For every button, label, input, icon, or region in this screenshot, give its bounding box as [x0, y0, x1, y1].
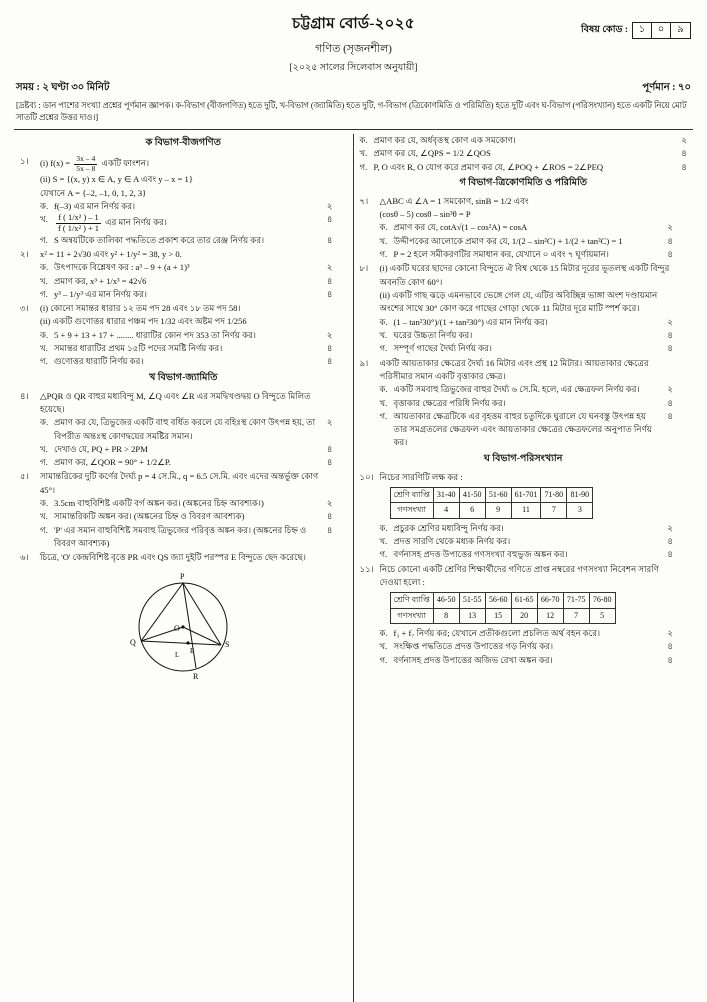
question-10b-marks: ৪ — [667, 536, 673, 547]
question-9c-label: গ. — [379, 410, 388, 421]
figure-label-S: S — [225, 639, 230, 649]
question-5a-marks: ২ — [326, 498, 333, 509]
question-4c — [40, 456, 333, 469]
question-4b-text: দেখাও যে, PQ + PR > 2PM — [54, 443, 148, 454]
question-4b-marks: ৪ — [326, 443, 333, 454]
freq-cell-1: 4 — [433, 503, 459, 518]
question-3 — [20, 302, 347, 369]
question-3c — [40, 355, 333, 368]
question-6b — [360, 147, 688, 160]
question-5b-marks: ৪ — [326, 511, 333, 522]
header-divider — [14, 129, 693, 130]
question-8b-marks: ৪ — [667, 329, 673, 340]
question-11c — [380, 654, 674, 667]
freq-cell-2: 6 — [459, 503, 485, 518]
exam-full-marks: পূর্ণমান : ৭০ — [642, 82, 691, 93]
question-5c-text: 'P' এর সমান বাহুবিশিষ্ট সমবাহু ত্রিভুজের পরিবৃত্ত অঙ্কন কর। (অঙ্কনের চিহ্ন ও বিবরণ আবশ্যক) — [54, 524, 307, 548]
question-5b-text: সামান্তরিকটি অঙ্কন কর। (অঙ্কনের চিহ্ন ও বিবরণ আবশ্যক) — [54, 511, 245, 522]
q1-fraction — [74, 155, 97, 173]
question-4 — [20, 390, 347, 470]
question-6a-label: ক. — [359, 135, 368, 146]
question-2 — [20, 248, 347, 301]
row-header-frequency: গণসংখ্যা — [390, 503, 433, 518]
question-7 — [360, 195, 688, 262]
subject-code-box — [581, 22, 691, 39]
question-3b-text: সমান্তর ধারাটির প্রথম ১৫টি পদের সমষ্টি নির্ণয় কর। — [54, 343, 223, 354]
question-4c-label: গ. — [40, 457, 48, 468]
class-cell-3: 51-60 — [485, 487, 511, 502]
question-11b — [380, 640, 674, 653]
question-6a-text: প্রমাণ কর যে, অর্ধবৃত্তস্থ কোণ এক সমকোণ। — [373, 135, 516, 146]
question-3b — [40, 342, 333, 355]
question-1a-label: ক. — [40, 200, 49, 211]
circle-chords-figure — [108, 569, 258, 681]
question-2c-text: y³ – 1/y³ এর মান নির্ণয় কর। — [54, 288, 147, 299]
row-header-class: শ্রেণি ব্যাপ্তি — [390, 593, 433, 608]
question-7-number: ৭। — [359, 195, 369, 206]
question-9c-marks: ৪ — [667, 410, 673, 421]
question-9b — [380, 397, 674, 410]
question-1b — [40, 213, 333, 233]
class-cell-5: 71-80 — [541, 487, 567, 502]
question-11c-label: গ. — [379, 654, 388, 665]
question-6c-marks: ৪ — [681, 161, 687, 172]
subject-code-label: বিষয় কোড : — [580, 25, 628, 35]
question-2a — [40, 261, 333, 274]
question-6c-label: গ. — [359, 161, 368, 172]
question-7b-text: উদ্দীপকের আলোকে প্রমাণ কর যে, 1/(2 – sin²C) + 1/(2 + tan²C) = 1 — [393, 235, 623, 246]
question-10b — [380, 535, 674, 548]
question-1-stem-1 — [40, 155, 333, 173]
code-digit-3: ৯ — [677, 24, 684, 35]
question-1c-marks: ৪ — [326, 234, 333, 245]
question-11a-label: ক. — [379, 628, 388, 639]
exam-instructions: [দ্রষ্টব্য : ডান পাশের সংখ্যা প্রশ্নের পূর্ণমান জ্ঞাপক। ক-বিভাগ (বীজগণিত) হতে দুটি, খ-বিভাগ (জ্যামিতি) হতে দুটি, গ-বিভাগ (ত্রিকোণমিতি ও পরিমিতি) হতে দুটি এবং ঘ-বিভাগ (পরিসংখ্যান) হতে একটি নিয়ে মোট সাতটি প্রশ্নের উত্তর দাও।] — [16, 101, 687, 123]
figure-label-O: O — [174, 623, 181, 633]
freq-cell-7: 5 — [589, 608, 615, 623]
question-9c-text: আয়তাকার ক্ষেত্রটিকে এর বৃহত্তম বাহুর চতুর্দিকে ঘুরালে যে ঘনবস্তু উৎপন্ন হয় তার সমগ্রতলের ক্ষেত্রফল এবং আয়তাকার ক্ষেত্রের ক্ষেত্রফলের অনুপাত নির্ণয় কর। — [393, 410, 652, 448]
question-11a — [380, 627, 674, 640]
class-cell-6: 81-90 — [567, 487, 593, 502]
question-4c-text: প্রমাণ কর, ∠QOR = 90° + 1/2∠P. — [54, 457, 171, 468]
question-3c-text: গুণোত্তর ধারাটি নির্ণয় কর। — [54, 356, 144, 367]
subject-code-cells — [632, 22, 691, 39]
syllabus-note: [২০২৫ সালের সিলেবাস অনুযায়ী] — [289, 63, 418, 73]
question-10 — [360, 471, 688, 562]
question-4-stem: △PQR ও QR বাহুর মধ্যবিন্দু M, ∠Q এবং ∠R এর সমদ্বিখণ্ডদ্বয় O বিন্দুতে মিলিত হয়েছে। — [40, 390, 311, 414]
code-digit-1: ১ — [633, 23, 652, 38]
question-1b-text: এর মান নির্ণয় কর। — [105, 217, 167, 228]
question-7a — [380, 221, 674, 234]
question-5c-marks: ৪ — [326, 524, 333, 535]
question-7-stem-1: △ABC এ ∠A = 1 সমকোণ, sinB = 1/2 এবং — [379, 195, 529, 206]
question-2b-marks: ৪ — [326, 275, 333, 286]
question-8-stem-1: (i) একটি ঘরের ছাদের কোনো বিন্দুতে ঐ বিশ্ব থেকে 15 মিটার দূরের ভূতলস্থ একটি বিন্দুর অবনতি কোণ 60°। — [379, 263, 670, 287]
freq-cell-2: 13 — [459, 608, 485, 623]
question-6b-marks: ৪ — [681, 148, 687, 159]
question-6a — [360, 134, 688, 147]
question-1b-marks: ৪ — [326, 214, 333, 225]
freq-cell-1: 8 — [433, 608, 459, 623]
table-row — [390, 593, 615, 608]
question-10-number: ১০। — [359, 471, 374, 482]
freq-cell-4: 11 — [511, 503, 541, 518]
question-2b-text: প্রমাণ কর, x³ + 1/x³ = 42√6 — [54, 275, 147, 286]
question-3b-marks: ৪ — [326, 343, 333, 354]
question-1c — [40, 234, 333, 247]
freq-cell-4: 20 — [511, 608, 537, 623]
question-9b-marks: ৪ — [667, 397, 673, 408]
question-6a-marks: ২ — [681, 135, 687, 146]
question-2c-marks: ৪ — [326, 288, 333, 299]
question-11a-marks: ২ — [667, 628, 673, 639]
question-8c — [380, 342, 674, 355]
question-10a-label: ক. — [379, 522, 388, 533]
question-7a-marks: ২ — [667, 222, 673, 233]
class-cell-2: 51-55 — [459, 593, 485, 608]
exam-meta-row — [14, 80, 693, 97]
question-4a-marks: ২ — [326, 417, 333, 428]
question-7a-text: প্রমাণ কর যে, cotA√(1 – cos²A) = cosA — [393, 222, 528, 233]
question-1c-label: গ. — [40, 234, 48, 245]
question-10c-text: বর্ণনাসহ প্রদত্ত উপাত্তের গণসংখ্যা বহুভুজ অঙ্কন কর। — [393, 549, 568, 560]
question-7a-label: ক. — [379, 222, 388, 233]
question-8c-label: গ. — [379, 343, 388, 354]
question-7c-label: গ. — [379, 249, 388, 260]
question-10c-label: গ. — [379, 549, 388, 560]
freq-cell-6: 3 — [567, 503, 593, 518]
class-cell-6: 71-75 — [563, 593, 589, 608]
question-8-stem-2: (ii) একটি গাছ ঝড়ে এমনভাবে ভেঙ্গে গেল যে, এটির অবিচ্ছিন্ন ভাঙ্গা অংশ দণ্ডায়মান অংশের সাথে 30° কোণ করে গাছের গোড়া থেকে 11 মিটার দূরে মাটি স্পর্শ করে। — [379, 290, 658, 314]
question-4a-label: ক. — [40, 417, 49, 428]
question-2a-marks: ২ — [326, 262, 333, 273]
q1-stem1-pre: (i) f(x) = — [40, 158, 71, 169]
question-10a-text: প্রচুরক শ্রেণির মধ্যবিন্দু নির্ণয় কর। — [393, 522, 504, 533]
question-8a-marks: ২ — [667, 316, 673, 327]
freq-cell-3: 15 — [485, 608, 511, 623]
question-10a — [380, 522, 674, 535]
question-1-number: ১। — [20, 155, 29, 166]
freq-cell-3: 9 — [485, 503, 511, 518]
q1b-fraction-denominator: f ( 1/x² ) + 1 — [58, 223, 99, 233]
freq-cell-6: 7 — [563, 608, 589, 623]
question-11-stem: নিচে কোনো একটি শ্রেণির শিক্ষার্থীদের গণিতে প্রাপ্ত নম্বরের গণসংখ্যা নিবেশন সারণি দেওয়া হলো : — [379, 563, 659, 587]
question-4a-text: প্রমাণ কর যে, ত্রিভুজের একটি বাহু বর্ধিত করলে যে বহিঃস্থ কোণ উৎপন্ন হয়, তা বিপরীত অন্তঃস্থ কোণদ্বয়ের সমষ্টির সমান। — [54, 417, 316, 441]
question-9-stem: একটি আয়তাকার ক্ষেত্রের দৈর্ঘ্য 16 মিটার এবং প্রস্থ 12 মিটার। আয়তাকার ক্ষেত্রের পরিসীমার সমান একটি বৃত্তাকার ক্ষেত্র। — [379, 357, 649, 381]
question-11b-marks: ৪ — [667, 641, 673, 652]
question-3-stem-1: (i) কোনো সমান্তর ধারার ১২ তম পদ 28 এবং ১৮ তম পদ 58। — [40, 303, 241, 314]
question-5a-label: ক. — [40, 498, 49, 509]
question-1-stem-3: যেখানে A = {–2, –1, 0, 1, 2, 3} — [40, 187, 147, 198]
subject-title: গণিত (সৃজনশীল) — [315, 43, 392, 55]
q1b-compound-fraction — [56, 213, 101, 233]
question-3b-label: খ. — [40, 343, 48, 354]
row-header-frequency: গণসংখ্যা — [390, 608, 433, 623]
class-cell-7: 76-80 — [589, 593, 615, 608]
question-8a — [380, 316, 674, 329]
class-cell-2: 41-50 — [459, 487, 485, 502]
question-2c-label: গ. — [40, 288, 48, 299]
question-9a — [380, 383, 674, 396]
question-10c-marks: ৪ — [667, 549, 673, 560]
question-11-number: ১১। — [359, 563, 374, 574]
question-7b — [380, 235, 674, 248]
question-2-number: ২। — [20, 248, 29, 259]
question-8b-label: খ. — [379, 329, 388, 340]
question-1b-body — [54, 213, 319, 233]
question-5-stem: সামান্তরিকের দুটি কর্ণের দৈর্ঘ্য p = 4 সে.মি., q = 6.5 সে.মি. এবং এদের অন্তর্ভুক্ত কোণ 45°। — [40, 471, 319, 495]
question-9b-text: বৃত্তাকার ক্ষেত্রের পরিধি নির্ণয় কর। — [393, 397, 506, 408]
question-7c-text: P = 2 হলে সমীকরণটির সমাধান কর, যেখানে ০ এবং ৭ ঘূর্ণায়মান। — [393, 249, 609, 260]
class-cell-4: 61-65 — [511, 593, 537, 608]
question-2c — [40, 288, 333, 301]
question-5b-label: খ. — [40, 511, 48, 522]
question-5 — [20, 470, 347, 550]
question-5-number: ৫। — [20, 471, 29, 482]
question-9b-label: খ. — [379, 397, 388, 408]
class-cell-1: 31-40 — [433, 487, 459, 502]
question-4c-marks: ৪ — [326, 457, 333, 468]
q1-fraction-numerator: 3x – 4 — [76, 153, 96, 163]
question-10b-text: প্রদত্ত সারণি থেকে মধ্যক নির্ণয় কর। — [393, 536, 511, 547]
question-9a-label: ক. — [379, 384, 388, 395]
question-1c-text: S অন্বয়টিকে তালিকা পদ্ধতিতে প্রকাশ করে তার রেঞ্জ নির্ণয় কর। — [54, 234, 265, 245]
frequency-table-11 — [390, 592, 616, 624]
question-3a-marks: ২ — [326, 329, 333, 340]
question-3a-text: 5 + 9 + 13 + 17 + ........ ধারাটির কোন পদ 353 তা নির্ণয় কর। — [54, 329, 256, 340]
question-8 — [360, 262, 688, 355]
question-2-stem: x² = 11 + 2√30 এবং y² + 1/y² = 38, y > 0. — [40, 248, 182, 259]
question-1-stem-2: (ii) S = {(x, y) x ∈ A, y ∈ A এবং y – x = 1} — [40, 174, 193, 185]
freq-cell-5: 7 — [541, 503, 567, 518]
question-4b — [40, 443, 333, 456]
question-2b-label: খ. — [40, 275, 48, 286]
question-11c-text: বর্ণনাসহ প্রদত্ত উপাত্তের অজিভ রেখা অঙ্কন কর। — [393, 654, 553, 665]
question-6-stem: চিত্রে, 'O' কেন্দ্রবিশিষ্ট বৃত্তে PR এবং QS জ্যা দুইটি পরস্পর E বিন্দুতে ছেদ করেছে। — [40, 552, 306, 563]
question-2a-text: উৎপাদকে বিশ্লেষণ কর : a³ – 9 + (a + 1)³ — [54, 262, 190, 273]
section-a-heading: ক বিভাগ-বীজগণিত — [145, 137, 221, 149]
question-7b-label: খ. — [379, 235, 388, 246]
question-10-stem: নিচের সারণিটি লক্ষ কর : — [379, 471, 463, 482]
question-8b — [380, 329, 674, 342]
figure-label-R: R — [193, 671, 199, 681]
question-7c-marks: ৪ — [667, 249, 673, 260]
figure-label-L: L — [175, 650, 180, 659]
exam-time: সময় : ২ ঘণ্টা ৩০ মিনিট — [16, 82, 110, 93]
question-9-number: ৯। — [359, 357, 369, 368]
table-row — [390, 487, 593, 502]
question-6c-text: P, O এবং R, O যোগ করে প্রমাণ কর যে, ∠POQ + ∠ROS = 2∠PEQ — [373, 161, 604, 172]
question-4-number: ৪। — [20, 390, 29, 401]
class-cell-4: 61-701 — [511, 487, 541, 502]
question-4a — [40, 416, 333, 443]
question-1 — [20, 155, 347, 247]
question-3-number: ৩। — [20, 303, 29, 314]
question-7-stem-2: (cosθ – 5) cosθ – sin³θ = P — [379, 209, 471, 220]
question-8a-text: (1 – tan²30°)/(1 + tan²30°) এর মান নির্ণয় কর। — [393, 316, 548, 327]
section-c-heading: গ বিভাগ-ত্রিকোণমিতি ও পরিমিতি — [459, 176, 588, 188]
question-1b-label: খ. — [40, 214, 48, 225]
question-1a-marks: ২ — [326, 200, 333, 211]
question-3c-marks: ৪ — [326, 356, 333, 367]
section-d-heading: ঘ বিভাগ-পরিসংখ্যান — [484, 452, 563, 464]
question-2a-label: ক. — [40, 262, 49, 273]
question-11a-text: f₃ + f₇ নির্ণয় কর; যেখানে প্রতীকগুলো প্রচলিত অর্থ বহন করে। — [393, 628, 601, 639]
question-10a-marks: ২ — [667, 522, 673, 533]
question-6b-label: খ. — [359, 148, 368, 159]
question-1a-text: f(–3) এর মান নির্ণয় কর। — [54, 200, 136, 211]
q1-fraction-denominator: 5x – 8 — [76, 163, 96, 173]
question-6 — [20, 551, 347, 564]
right-column — [354, 134, 694, 1002]
two-column-body — [14, 134, 693, 1002]
question-7c — [380, 248, 674, 261]
question-8c-marks: ৪ — [667, 343, 673, 354]
row-header-class: শ্রেণি ব্যাপ্তি — [390, 487, 433, 502]
question-8c-text: সম্পূর্ণ গাছের দৈর্ঘ্য নির্ণয় কর। — [393, 343, 492, 354]
class-cell-1: 46-50 — [433, 593, 459, 608]
question-3a-label: ক. — [40, 329, 49, 340]
question-5a — [40, 497, 333, 510]
question-5c — [40, 524, 333, 551]
question-3a — [40, 329, 333, 342]
question-11c-marks: ৪ — [667, 654, 673, 665]
question-8a-label: ক. — [379, 316, 388, 327]
code-digit-2: ০ — [652, 23, 671, 38]
figure-label-P: P — [180, 571, 185, 581]
question-6c — [360, 161, 688, 174]
question-5c-label: গ. — [40, 524, 48, 535]
question-2b — [40, 275, 333, 288]
question-10c — [380, 548, 674, 561]
question-6b-text: প্রমাণ কর যে, ∠QPS = 1/2 ∠QOS — [373, 148, 491, 159]
question-1a — [40, 200, 333, 213]
q1-stem1-post: একটি ফাংশন। — [101, 158, 150, 169]
frequency-table-10 — [390, 487, 594, 519]
left-column — [14, 134, 354, 1002]
figure-label-Q: Q — [130, 637, 137, 647]
class-cell-3: 56-60 — [485, 593, 511, 608]
table-row — [390, 608, 615, 623]
question-11b-label: খ. — [379, 641, 388, 652]
question-10b-label: খ. — [379, 536, 388, 547]
question-9a-text: একটি সমবাহু ত্রিভুজের বাহুর দৈর্ঘ্য ৬ সে.মি. হলে, এর ক্ষেত্রফল নির্ণয় কর। — [393, 384, 640, 395]
question-6-number: ৬। — [20, 552, 29, 563]
question-8b-text: ঘরের উচ্চতা নির্ণয় কর। — [393, 329, 473, 340]
table-row — [390, 503, 593, 518]
freq-cell-5: 12 — [537, 608, 563, 623]
question-9c — [380, 410, 674, 450]
board-title: চট্টগ্রাম বোর্ড-২০২৫ — [292, 16, 415, 32]
question-9 — [360, 357, 688, 450]
question-11 — [360, 563, 688, 667]
section-b-heading: খ বিভাগ-জ্যামিতি — [149, 371, 218, 383]
question-4b-label: খ. — [40, 443, 48, 454]
question-5b — [40, 510, 333, 523]
question-8-number: ৮। — [359, 263, 369, 274]
question-3-stem-2: (ii) একটি গুণোত্তর ধারার পঞ্চম পদ 1/32 এবং অষ্টম পদ 1/256 — [40, 316, 247, 327]
question-11b-text: সংক্ষিপ্ত পদ্ধতিতে প্রদত্ত উপাত্তের গড় নির্ণয় কর। — [393, 641, 554, 652]
question-7b-marks: ৪ — [667, 235, 673, 246]
figure-label-E: E — [190, 646, 195, 655]
question-9a-marks: ২ — [667, 384, 673, 395]
class-cell-5: 66-70 — [537, 593, 563, 608]
question-5a-text: 3.5cm বাহুবিশিষ্ট একটি বর্গ অঙ্কন কর। (অঙ্কনের চিহ্ন আবশ্যক।) — [54, 498, 264, 509]
question-3c-label: গ. — [40, 356, 48, 367]
q1b-fraction-numerator: f ( 1/x² ) – 1 — [56, 213, 101, 224]
